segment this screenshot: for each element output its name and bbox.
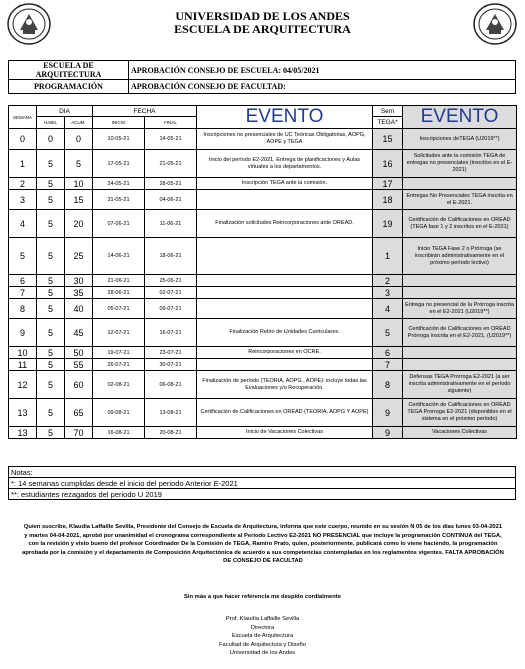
cell-evento	[197, 359, 373, 371]
table-row	[9, 399, 517, 427]
cell-habil: 5	[37, 190, 65, 210]
cell-semana: 4	[9, 210, 37, 238]
cell-acum: 25	[65, 238, 93, 275]
table-row	[9, 190, 517, 210]
cell-acum: 60	[65, 371, 93, 399]
closing-line: Sin más a que hacer referencia me despido cordialmente	[184, 594, 341, 600]
cell-sem: 2	[373, 275, 403, 287]
header-sem: Sem	[373, 106, 403, 117]
program-label: PROGRAMACIÓN	[9, 80, 129, 94]
cell-semana: 2	[9, 178, 37, 190]
cell-evento-tega: Certificación de Calificaciones en OREAD Prórroga inscrita en el E2-2021, (U2019**)	[403, 319, 517, 347]
cell-final: 14-05-21	[145, 129, 197, 150]
signature-block	[0, 615, 525, 658]
table-row	[9, 238, 517, 275]
cell-sem: 3	[373, 287, 403, 299]
cell-final: 13-08-21	[145, 399, 197, 427]
cell-evento: Reincorporaciones en OCRE.	[197, 347, 373, 359]
table-row	[9, 359, 517, 371]
cell-semana: 13	[9, 427, 37, 439]
cell-final: 28-05-21	[145, 178, 197, 190]
cell-semana: 9	[9, 319, 37, 347]
cell-evento-tega: Defensas TEGA Prorroga E2-2021 (a ser inscrita administrativamente en el período siguiente)	[403, 371, 517, 399]
header-evento-tega: EVENTO	[403, 106, 517, 129]
cell-inicio: 24-05-21	[93, 178, 145, 190]
cell-habil: 5	[37, 238, 65, 275]
cell-inicio: 07-06-21	[93, 210, 145, 238]
cell-evento: Finalización Retiro de Unidades Curriculares.	[197, 319, 373, 347]
cell-semana: 8	[9, 299, 37, 319]
header-semana: SEMANA	[9, 106, 37, 129]
table-row	[9, 427, 517, 439]
cell-inicio: 28-06-21	[93, 287, 145, 299]
cell-evento-tega: Entregas No Presenciales TEGA inscrita en el E-2021.	[403, 190, 517, 210]
cell-inicio: 14-06-21	[93, 238, 145, 275]
cell-acum: 35	[65, 287, 93, 299]
cell-final: 16-07-21	[145, 319, 197, 347]
school-title: ESCUELA DE ARQUITECTURA	[174, 22, 351, 36]
school-approval: APROBACIÓN CONSEJO DE ESCUELA: 04/05/2021	[129, 61, 516, 80]
cell-final: 02-07-21	[145, 287, 197, 299]
cell-sem: 6	[373, 347, 403, 359]
cell-final: 09-07-21	[145, 299, 197, 319]
cell-habil: 5	[37, 319, 65, 347]
table-row	[9, 371, 517, 399]
cell-inicio: 26-07-21	[93, 359, 145, 371]
cell-semana: 6	[9, 275, 37, 287]
cell-inicio: 12-07-21	[93, 319, 145, 347]
cell-sem: 16	[373, 150, 403, 178]
cell-inicio: 02-08-21	[93, 371, 145, 399]
cell-habil: 5	[37, 178, 65, 190]
cell-final: 25-06-21	[145, 275, 197, 287]
cell-acum: 70	[65, 427, 93, 439]
cell-semana: 13	[9, 399, 37, 427]
cell-habil: 0	[37, 129, 65, 150]
cell-sem: 8	[373, 371, 403, 399]
header-dia: DIA	[37, 106, 93, 117]
cell-inicio: 17-05-21	[93, 150, 145, 178]
cell-acum: 50	[65, 347, 93, 359]
cell-inicio: 21-06-21	[93, 275, 145, 287]
cell-acum: 0	[65, 129, 93, 150]
cell-acum: 40	[65, 299, 93, 319]
cell-evento-tega	[403, 287, 517, 299]
table-row	[9, 347, 517, 359]
cell-inicio: 19-07-21	[93, 347, 145, 359]
cell-acum: 10	[65, 178, 93, 190]
school-label: ESCUELA DE ARQUITECTURA	[9, 61, 129, 80]
cell-evento-tega: Entrega no presencial de la Prórroga inscrita en el E2-2021 (U2019**)	[403, 299, 517, 319]
cell-inicio: 31-05-21	[93, 190, 145, 210]
note-2: **: estudiantes rezagados del periodo U 2019	[9, 489, 516, 500]
cell-habil: 5	[37, 275, 65, 287]
cell-acum: 5	[65, 150, 93, 178]
header-inicio: INICIO	[93, 117, 145, 129]
signer-role: Directora	[250, 624, 275, 631]
cell-final: 20-08-21	[145, 427, 197, 439]
cell-inicio: 16-08-21	[93, 427, 145, 439]
table-row	[9, 210, 517, 238]
cell-acum: 30	[65, 275, 93, 287]
cell-sem: 5	[373, 319, 403, 347]
cell-sem: 15	[373, 129, 403, 150]
cell-habil: 5	[37, 371, 65, 399]
signer-university: Universidad de los Andes	[229, 650, 296, 657]
cell-semana: 0	[9, 129, 37, 150]
signer-name: Prof. Klaudia Laffaille Sevilla	[225, 616, 300, 622]
cell-evento: Inicio de Vacaciones Colectivas	[197, 427, 373, 439]
faculty-approval: APROBACIÓN CONSEJO DE FACULTAD:	[129, 80, 516, 94]
notes-box	[8, 466, 516, 500]
cell-final: 06-08-21	[145, 371, 197, 399]
cell-evento-tega	[403, 275, 517, 287]
cell-sem: 1	[373, 238, 403, 275]
cell-semana: 10	[9, 347, 37, 359]
note-1: *: 14 semanas cumplidas desde el inicio del periodo Anterior E-2021	[9, 478, 516, 489]
cell-final: 23-07-21	[145, 347, 197, 359]
cell-final: 18-06-21	[145, 238, 197, 275]
header-tega: TEGA*	[373, 117, 403, 129]
cell-final: 04-06-21	[145, 190, 197, 210]
schedule-table	[8, 105, 517, 439]
cell-evento: Certificación de Calificaciones en OREAD (TEORIA, AOPG Y AOPE)	[197, 399, 373, 427]
table-row	[9, 129, 517, 150]
cell-final: 11-06-21	[145, 210, 197, 238]
table-row	[9, 178, 517, 190]
cell-inicio: 05-07-21	[93, 299, 145, 319]
cell-habil: 5	[37, 347, 65, 359]
cell-final: 21-05-21	[145, 150, 197, 178]
cell-evento-tega	[403, 359, 517, 371]
cell-evento-tega	[403, 178, 517, 190]
table-row	[9, 319, 517, 347]
cell-semana: 12	[9, 371, 37, 399]
cell-evento-tega: Inicio TEGA Fase 2 o Prórroga (se inscribirán administrativamente en el próximo período lectivo)	[403, 238, 517, 275]
university-title: UNIVERSIDAD DE LOS ANDES	[175, 9, 350, 23]
cell-sem: 18	[373, 190, 403, 210]
university-seal-icon	[472, 2, 518, 46]
cell-acum: 15	[65, 190, 93, 210]
cell-habil: 5	[37, 287, 65, 299]
cell-inicio: 10-05-21	[93, 129, 145, 150]
cell-sem: 19	[373, 210, 403, 238]
header-fecha: FECHA	[93, 106, 197, 117]
cell-evento: Finalización de período (TEORIA, AOPG , AOPE): incluye todas las Evaluaciones y/o Recuperación.	[197, 371, 373, 399]
cell-semana: 1	[9, 150, 37, 178]
cell-evento	[197, 299, 373, 319]
approval-box	[8, 60, 516, 94]
cell-evento-tega: Certificación de Calificaciones en OREAD TEGA Prorroga E2-2021 (disponibles en el sistema en el próximo período)	[403, 399, 517, 427]
cell-habil: 5	[37, 399, 65, 427]
cell-acum: 55	[65, 359, 93, 371]
cell-inicio: 09-08-21	[93, 399, 145, 427]
cell-evento	[197, 275, 373, 287]
table-row	[9, 299, 517, 319]
cell-habil: 5	[37, 299, 65, 319]
cell-habil: 5	[37, 210, 65, 238]
table-row	[9, 150, 517, 178]
cell-evento	[197, 190, 373, 210]
cell-evento-tega: Inscripciones deTEGA (U2019**)	[403, 129, 517, 150]
cell-sem: 4	[373, 299, 403, 319]
cell-evento	[197, 238, 373, 275]
cell-habil: 5	[37, 150, 65, 178]
cell-evento: Inscripciones no presenciales de UC Teóricas Obligatorias, AOPG, AOPE y TEGA	[197, 129, 373, 150]
cell-sem: 17	[373, 178, 403, 190]
cell-evento-tega: Certificación de Calificaciones en OREAD (TEGA fase 1 y 2 inscritos en el E-2021)	[403, 210, 517, 238]
cell-evento: Inscripción TEGA ante la comisión.	[197, 178, 373, 190]
approval-paragraph: Quien suscribe, Klaudia Laffaille Sevilla, Presidente del Consejo de Escuela de Arquitectura, informa que este cuerpo, reunido en su sesión N 05 de los días lunes 03-04-2021 y martes 04-04-2021, aprobó por unanimidad el cronograma correspondiente al Período Lectivo E2-2021 NO PRESENCIAL que incluye la programación CONTINUA del TEGA, con la revisión y visto bueno del profesor Coordinador De la Comisión de TEGA, Ramiro Prato, quien, posteriormente, publicará como lo viene haciendo, la programación aprobada por la comisión y el departamento de Composición Arquitectónica de acuerdo a sus competencias contempladas en los reglamentos vigentes. FALTA APROBACIÓN DE CONSEJO DE FACULTAD	[22, 524, 504, 565]
table-row	[9, 287, 517, 299]
cell-semana: 5	[9, 238, 37, 275]
cell-acum: 65	[65, 399, 93, 427]
cell-sem: 9	[373, 399, 403, 427]
header-habil: HABIL	[37, 117, 65, 129]
cell-sem: 9	[373, 427, 403, 439]
university-seal-icon	[6, 2, 52, 46]
cell-evento	[197, 287, 373, 299]
table-row	[9, 275, 517, 287]
cell-final: 30-07-21	[145, 359, 197, 371]
header-final: FINAL	[145, 117, 197, 129]
header-evento: EVENTO	[197, 106, 373, 129]
cell-acum: 45	[65, 319, 93, 347]
cell-sem: 7	[373, 359, 403, 371]
cell-evento-tega	[403, 347, 517, 359]
cell-evento-tega: Solicitudes ante la comisión TEGA de entregas no presenciales (inscritos en el E-2021)	[403, 150, 517, 178]
cell-habil: 5	[37, 427, 65, 439]
header-acum: ACUM.	[65, 117, 93, 129]
notes-title: Notas:	[9, 467, 516, 478]
cell-semana: 11	[9, 359, 37, 371]
cell-evento: Finalización solicitudes Reincorporaciones ante OREAD.	[197, 210, 373, 238]
cell-acum: 20	[65, 210, 93, 238]
cell-habil: 5	[37, 359, 65, 371]
cell-evento-tega: Vacaciones Colectivas	[403, 427, 517, 439]
cell-semana: 7	[9, 287, 37, 299]
cell-evento: Inicio del período E2-2021. Entrega de planificaciones y Aulas virtuales a los departamentos.	[197, 150, 373, 178]
cell-semana: 3	[9, 190, 37, 210]
signer-faculty: Facultad de Arquitectura y Diseño	[218, 641, 306, 648]
signer-school: Escuela de Arquitectura	[231, 633, 294, 640]
